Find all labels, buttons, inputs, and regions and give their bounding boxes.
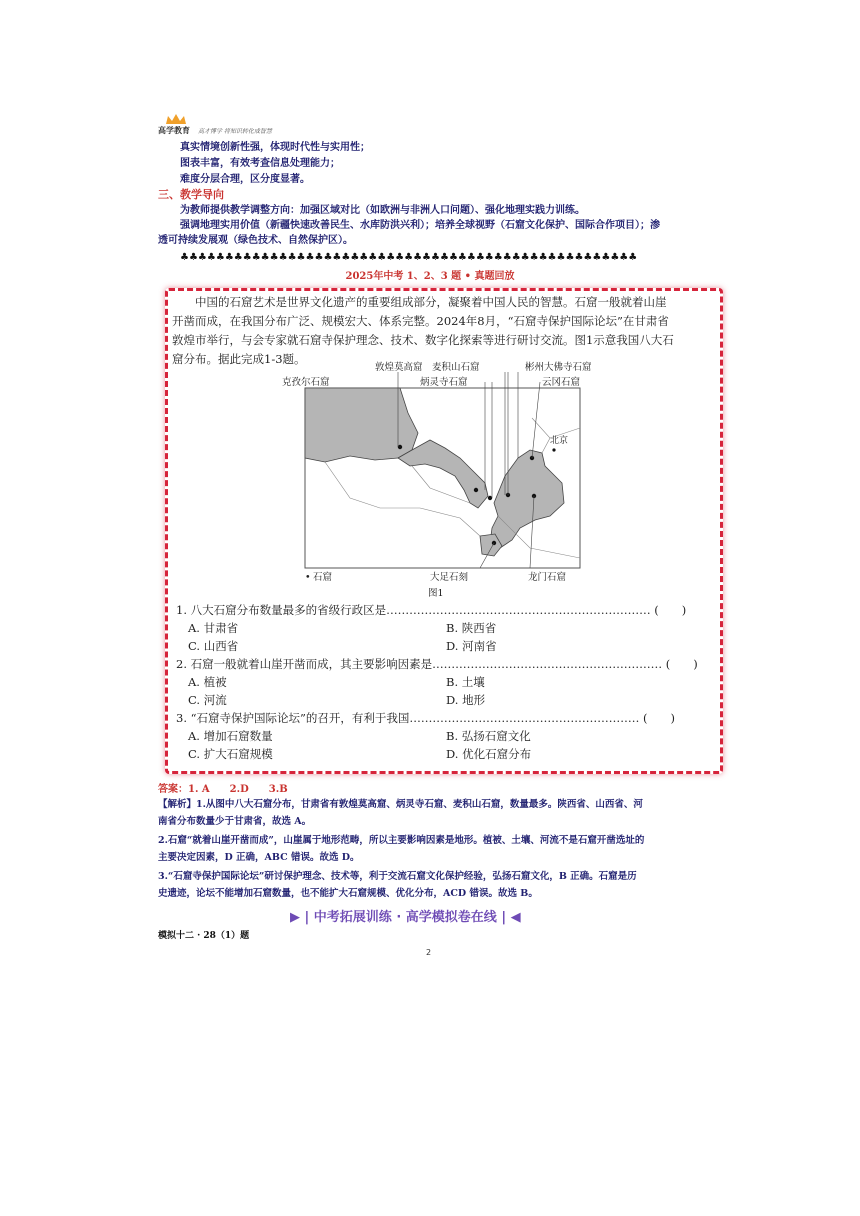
crown-icon (164, 112, 188, 126)
label-binzhou: 彬州大佛寺石窟 (525, 362, 592, 373)
label-longmen: 龙门石窟 (528, 572, 567, 583)
grotto-map (280, 358, 600, 598)
explanation-line: 主要决定因素，D 正确，ABC 错误。故选 D。 (158, 852, 360, 863)
site-dunhuang (398, 445, 402, 449)
legend-label: 石窟 (313, 572, 333, 583)
region-gansu (398, 440, 488, 508)
label-kizil: 克孜尔石窟 (282, 377, 330, 388)
question-stem-1: 1. 八大石窟分布数量最多的省级行政区是…………………………………………………………… ( ) (176, 603, 687, 617)
option-1d: D. 河南省 (446, 639, 497, 653)
question-title: 2025年中考 1、2、3 题 • 真题回放 (345, 271, 515, 282)
brand-logo (158, 112, 298, 136)
explanation-line: 南省分布数量少于甘肃省，故选 A。 (158, 816, 312, 827)
feature-line: 真实情境创新性强，体现时代性与实用性； (180, 142, 370, 153)
footer-reference: 模拟十二 · 28（1）题 (158, 931, 250, 941)
option-1c: C. 山西省 (188, 639, 239, 653)
feature-line: 难度分层合理，区分度显著。 (180, 174, 310, 185)
label-beijing: 北京 (550, 436, 569, 446)
passage-line: 中国的石窟艺术是世界文化遗产的重要组成部分，凝聚着中国人民的智慧。石窟一般就着山崖 (195, 295, 667, 309)
option-3c: C. 扩大石窟规模 (188, 747, 273, 761)
label-yungang: 云冈石窟 (542, 377, 581, 388)
passage-line: 敦煌市举行，与会专家就石窟寺保护理念、技术、数字化探索等进行研讨交流。图1示意我国八大石 (172, 333, 674, 347)
option-2b: B. 土壤 (446, 675, 485, 689)
passage-line: 窟分布。据此完成1-3题。 (172, 352, 306, 366)
legend-symbol: • (305, 572, 311, 583)
brand-slogan: 高才博学 将知识转化成智慧 (198, 128, 272, 135)
label-binglingsi: 炳灵寺石窟 (420, 377, 468, 388)
explanation-line: 3.“石窟寺保护国际论坛”研讨保护理念、技术等，利于交流石窟文化保护经验，弘扬石窟文化，B 正确。石窟是历 (158, 871, 637, 882)
map-caption: 图1 (428, 588, 444, 598)
explanation-line: 史遗迹，论坛不能增加石窟数量，也不能扩大石窟规模、优化分布，ACD 错误。故选 B。 (158, 888, 538, 899)
label-dunhuang: 敦煌莫高窟 (375, 362, 423, 373)
option-2c: C. 河流 (188, 693, 227, 707)
option-3b: B. 弘扬石窟文化 (446, 729, 531, 743)
question-stem-3: 3. “石窟寺保护国际论坛”的召开，有利于我国…………………………………………………… ( ) (176, 711, 676, 725)
label-dazu: 大足石刻 (430, 572, 469, 583)
divider-clubs: ♣♣♣♣♣♣♣♣♣♣♣♣♣♣♣♣♣♣♣♣♣♣♣♣♣♣♣♣♣♣♣♣♣♣♣♣♣♣♣♣♣♣♣♣♣♣♣♣♣♣♣ (180, 252, 638, 263)
promo-banner: ▶ | 中考拓展训练 · 高学模拟卷在线 | ◀ (290, 910, 521, 925)
option-3a: A. 增加石窟数量 (188, 729, 273, 743)
option-1a: A. 甘肃省 (188, 621, 239, 635)
region-central (490, 450, 564, 548)
brand-name: 高学教育 (158, 126, 190, 135)
option-2d: D. 地形 (446, 693, 486, 707)
section-line: 为教师提供教学调整方向：加强区域对比（如欧洲与非洲人口问题）、强化地理实践力训练。 (180, 205, 585, 216)
page-number: 2 (426, 948, 432, 957)
answer-line: 答案：1. A 2.D 3.B (158, 784, 288, 795)
explanation-line: 【解析】1.从图中八大石窟分布，甘肃省有敦煌莫高窟、炳灵寺石窟、麦积山石窟，数量最多。陕西省、山西省、河 (158, 799, 643, 810)
site-maijishan (488, 496, 492, 500)
site-beijing (552, 448, 555, 451)
option-3d: D. 优化石窟分布 (446, 747, 532, 761)
section-heading: 三、教学导向 (158, 188, 224, 201)
option-1b: B. 陕西省 (446, 621, 497, 635)
region-xinjiang (305, 388, 418, 462)
feature-line: 图表丰富，有效考查信息处理能力； (180, 158, 340, 169)
explanation-line: 2.石窟“就着山崖开凿而成”，山崖属于地形范畴，所以主要影响因素是地形。植被、土壤、河流不是石窟开凿选址的 (158, 835, 645, 846)
passage-line: 开凿而成，在我国分布广泛、规模宏大、体系完整。2024年8月，“石窟寺保护国际论坛”在甘肃省 (172, 314, 669, 328)
site-binglingsi (474, 488, 478, 492)
option-2a: A. 植被 (188, 675, 227, 689)
label-maijishan: 麦积山石窟 (432, 362, 480, 373)
section-line: 强调地理实用价值（新疆快速改善民生、水库防洪兴利）；培养全球视野（石窟文化保护、国际合作项目）；渗 (180, 220, 660, 231)
section-line: 透可持续发展观（绿色技术、自然保护区）。 (158, 235, 353, 246)
question-stem-2: 2. 石窟一般就着山崖开凿而成，其主要影响因素是…………………………………………………… ( ) (176, 657, 698, 671)
